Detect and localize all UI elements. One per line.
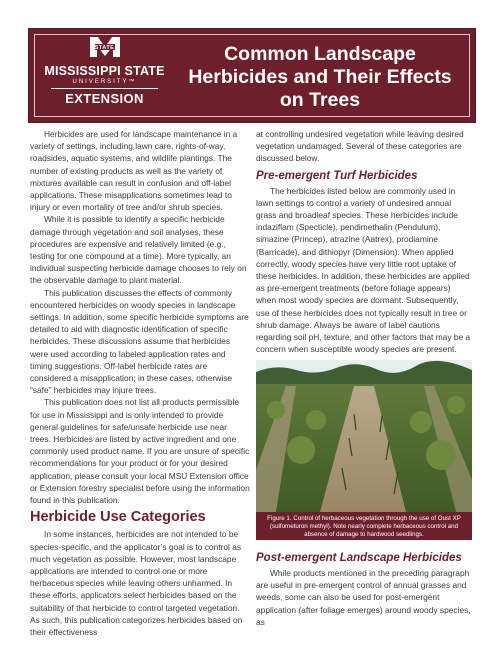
header-banner xyxy=(28,28,476,123)
subheading-pre-emergent: Pre-emergent Turf Herbicides xyxy=(256,169,418,182)
figure-caption: Figure 1. Control of herbaceous vegetation through the use of Oust XP (sulfometuron methyl). Note nearly complete herbaceous control and absence of damage to hardwood seedlings. xyxy=(267,515,461,538)
figure-1 xyxy=(256,360,472,540)
right-column xyxy=(256,128,472,355)
left-column xyxy=(30,128,250,638)
logo-state-text: STATE xyxy=(94,45,115,51)
body-paragraph: In some instances, herbicides are not intended to be species-specific, and the applicator’s goal is to control as much vegetation as possible. However, most landscape applications are intended to control one or more herbaceous species while leaving others unharmed. In these efforts, applicators select herbicides based on the suitability of that herbicide to control targeted vegetation. As such, this publication categorizes herbicides based on their effectiveness xyxy=(30,529,243,637)
body-paragraph: This publication does not list all products permissible for use in Mississippi and is only intended to provide general guidelines for safe/unsafe herbicide use near trees. Herbicides are listed by active ingredient and one commonly used product name. If you are unsure of specific recommendations for your product or for your desired application, please consult your local MSU Extension office or Extension forestry specialist before using the information found in this publication. xyxy=(30,397,250,506)
page-title: Common Landscape Herbicides and Their Effects on Trees xyxy=(188,43,452,111)
logo-divider xyxy=(51,88,158,89)
body-paragraph: While products mentioned in the preceding paragraph are useful in pre-emergent control of annual grasses and weeds, some can also be used for post-emergent application (after foliage emerges) around woody species, as xyxy=(256,568,471,627)
section-heading-herbicide-use-categories: Herbicide Use Categories xyxy=(30,509,206,526)
body-paragraph: The herbicides listed below are commonly used in lawn settings to control a variety of undesired annual grass and broadleaf species. These herbicides include indaziflam (Specticle), pendimethalin (Pendulum), simazine (Princep), atrazine (Aatrex), prodiamine (Barricade), and dithiopyr (Dimension). When applied correctly, woody species have very little root uptake of these herbicides. In addition, these herbicides are applied as pre-emergent treatments (before foliage appears) when most woody species are dormant. Subsequently, use of these herbicides does not typically result in tree or shrub damage. Always be aware of label cautions regarding soil pH, texture, and other factors that may be a concern when susceptible woody species are present. xyxy=(256,185,471,355)
logo-university-word: UNIVERSITY™ xyxy=(72,79,137,85)
field-photo-image xyxy=(256,360,472,512)
msu-extension-logo xyxy=(37,35,172,113)
body-paragraph: Herbicides are used for landscape maintenance in a variety of settings, including lawn care, rights-of-way, roadsides, aquatic systems, and wildlife plantings. The number of existing products as well as the variety of mixtures available can result in confusion and off-label applications. These misapplications sometimes lead to injury or even mortality of tree and/or shrub species. xyxy=(30,129,238,213)
subheading-post-emergent: Post-emergent Landscape Herbicides xyxy=(256,552,462,564)
body-paragraph: at controlling undesired vegetation while leaving desired vegetation undamaged. Several of these categories are discussed below. xyxy=(256,129,464,164)
right-column-lower xyxy=(256,551,472,628)
body-paragraph: While it is possible to identify a specific herbicide damage through vegetation and soil analyses, these procedures are expensive and relatively limited (e.g., testing for one compound at a time). More typically, an individual suspecting herbicide damage chooses to rely on the observable damage to plant material. xyxy=(30,214,247,286)
logo-extension-word: EXTENSION xyxy=(65,91,144,106)
body-paragraph: This publication discusses the effects of commonly encountered herbicides on woody species in landscape settings. In addition, some specific herbicide symptoms are detailed to aid with diagnostic identification of specific herbicides. These discussions assume that herbicides were used according to labeled application rates and timing suggestions. Off-label herbicide rates are considered a misapplication; in these cases, otherwise “safe” herbicides may injure trees. xyxy=(30,287,249,396)
logo-university-name: MISSISSIPPI STATE xyxy=(44,64,165,78)
